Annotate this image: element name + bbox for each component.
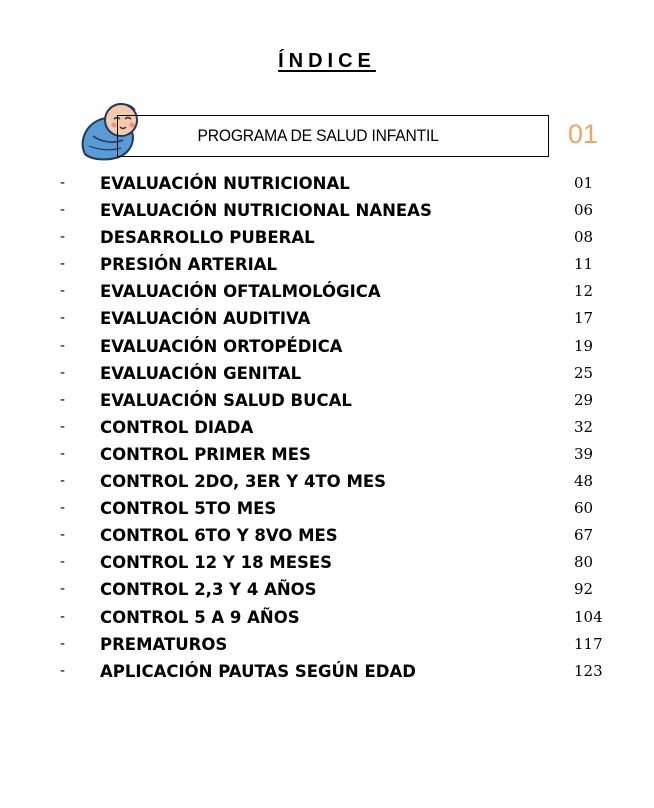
toc-entry-page: 01 <box>574 174 594 192</box>
toc-entry-label: CONTROL DIADA <box>100 417 254 437</box>
toc-entry-page: 117 <box>574 634 603 653</box>
toc-entry-page: 11 <box>574 255 594 274</box>
toc-entry-label: EVALUACIÓN NUTRICIONAL <box>100 174 350 193</box>
toc-entry[interactable] <box>0 278 654 305</box>
toc-bullet: - <box>60 310 66 327</box>
toc-entry-label: EVALUACIÓN OFTALMOLÓGICA <box>100 282 381 302</box>
toc-entry-label: CONTROL PRIMER MES <box>100 444 311 464</box>
toc-bullet: - <box>60 391 66 408</box>
toc-entry-label: DESARROLLO PUBERAL <box>100 228 315 248</box>
toc-entry[interactable] <box>0 604 654 631</box>
toc-entry-page: 32 <box>574 417 594 436</box>
toc-entry-page: 60 <box>574 499 594 518</box>
section-title: PROGRAMA DE SALUD INFANTIL <box>197 126 439 145</box>
toc-entry-page: 19 <box>574 336 594 355</box>
toc-entry-label: CONTROL 6TO Y 8VO MES <box>100 526 338 546</box>
toc-entry[interactable] <box>0 658 654 685</box>
toc-entry[interactable] <box>0 468 654 495</box>
toc-entry-label: PRESIÓN ARTERIAL <box>100 255 278 275</box>
toc-entry-label: CONTROL 5 A 9 AÑOS <box>100 607 300 627</box>
toc-entry[interactable] <box>0 170 654 197</box>
toc-entry-page: 08 <box>574 228 594 247</box>
toc-bullet: - <box>60 554 66 571</box>
page-title-text: ÍNDICE <box>278 50 376 72</box>
toc-entry-label: EVALUACIÓN NUTRICIONAL NANEAS <box>100 201 432 221</box>
toc-entry[interactable] <box>0 631 654 658</box>
toc-entry[interactable] <box>0 333 654 360</box>
toc-entry-label: EVALUACIÓN ORTOPÉDICA <box>100 336 343 356</box>
toc-entry-page: 80 <box>574 553 594 572</box>
toc-bullet: - <box>60 445 66 462</box>
toc-entry[interactable] <box>0 224 654 251</box>
toc-entry-page: 06 <box>574 201 594 220</box>
toc-bullet: - <box>60 202 66 219</box>
toc-entry-page: 104 <box>574 607 603 626</box>
table-of-contents <box>0 170 654 685</box>
toc-entry[interactable] <box>0 549 654 576</box>
toc-entry-label: EVALUACIÓN SALUD BUCAL <box>100 390 352 410</box>
toc-entry-page: 92 <box>574 580 594 599</box>
toc-bullet: - <box>60 527 66 544</box>
toc-entry-page: 39 <box>574 444 594 463</box>
toc-entry-label: CONTROL 12 Y 18 MESES <box>100 553 333 573</box>
page-title <box>0 50 654 73</box>
toc-entry[interactable] <box>0 251 654 278</box>
toc-entry-label: PREMATUROS <box>100 634 228 654</box>
toc-entry-label: APLICACIÓN PAUTAS SEGÚN EDAD <box>100 661 416 681</box>
toc-bullet: - <box>60 283 66 300</box>
toc-bullet: - <box>60 608 66 625</box>
toc-bullet: - <box>60 418 66 435</box>
toc-entry-label: CONTROL 2,3 Y 4 AÑOS <box>100 580 317 600</box>
toc-entry[interactable] <box>0 387 654 414</box>
section-number: 01 <box>568 119 599 149</box>
toc-entry-page: 29 <box>574 390 594 409</box>
section-header <box>117 115 549 157</box>
toc-entry[interactable] <box>0 360 654 387</box>
toc-entry-label: CONTROL 5TO MES <box>100 499 277 519</box>
toc-entry-page: 123 <box>574 661 603 680</box>
toc-bullet: - <box>60 175 66 191</box>
toc-entry[interactable] <box>0 576 654 603</box>
toc-bullet: - <box>60 662 66 679</box>
toc-entry-page: 12 <box>574 282 594 301</box>
toc-entry[interactable] <box>0 441 654 468</box>
toc-bullet: - <box>60 364 66 381</box>
toc-entry-page: 67 <box>574 526 594 545</box>
toc-entry[interactable] <box>0 414 654 441</box>
toc-entry[interactable] <box>0 305 654 332</box>
toc-entry-label: EVALUACIÓN GENITAL <box>100 363 302 383</box>
toc-entry-label: EVALUACIÓN AUDITIVA <box>100 309 311 329</box>
toc-bullet: - <box>60 581 66 598</box>
toc-entry[interactable] <box>0 522 654 549</box>
toc-entry-label: CONTROL 2DO, 3ER Y 4TO MES <box>100 472 387 492</box>
toc-bullet: - <box>60 500 66 517</box>
toc-entry-page: 25 <box>574 363 594 382</box>
toc-bullet: - <box>60 635 66 652</box>
toc-entry[interactable] <box>0 495 654 522</box>
toc-bullet: - <box>60 229 66 246</box>
toc-bullet: - <box>60 337 66 354</box>
toc-entry[interactable] <box>0 197 654 224</box>
toc-entry-page: 17 <box>574 309 594 328</box>
toc-bullet: - <box>60 256 66 273</box>
toc-entry-page: 48 <box>574 472 594 491</box>
toc-bullet: - <box>60 473 66 490</box>
